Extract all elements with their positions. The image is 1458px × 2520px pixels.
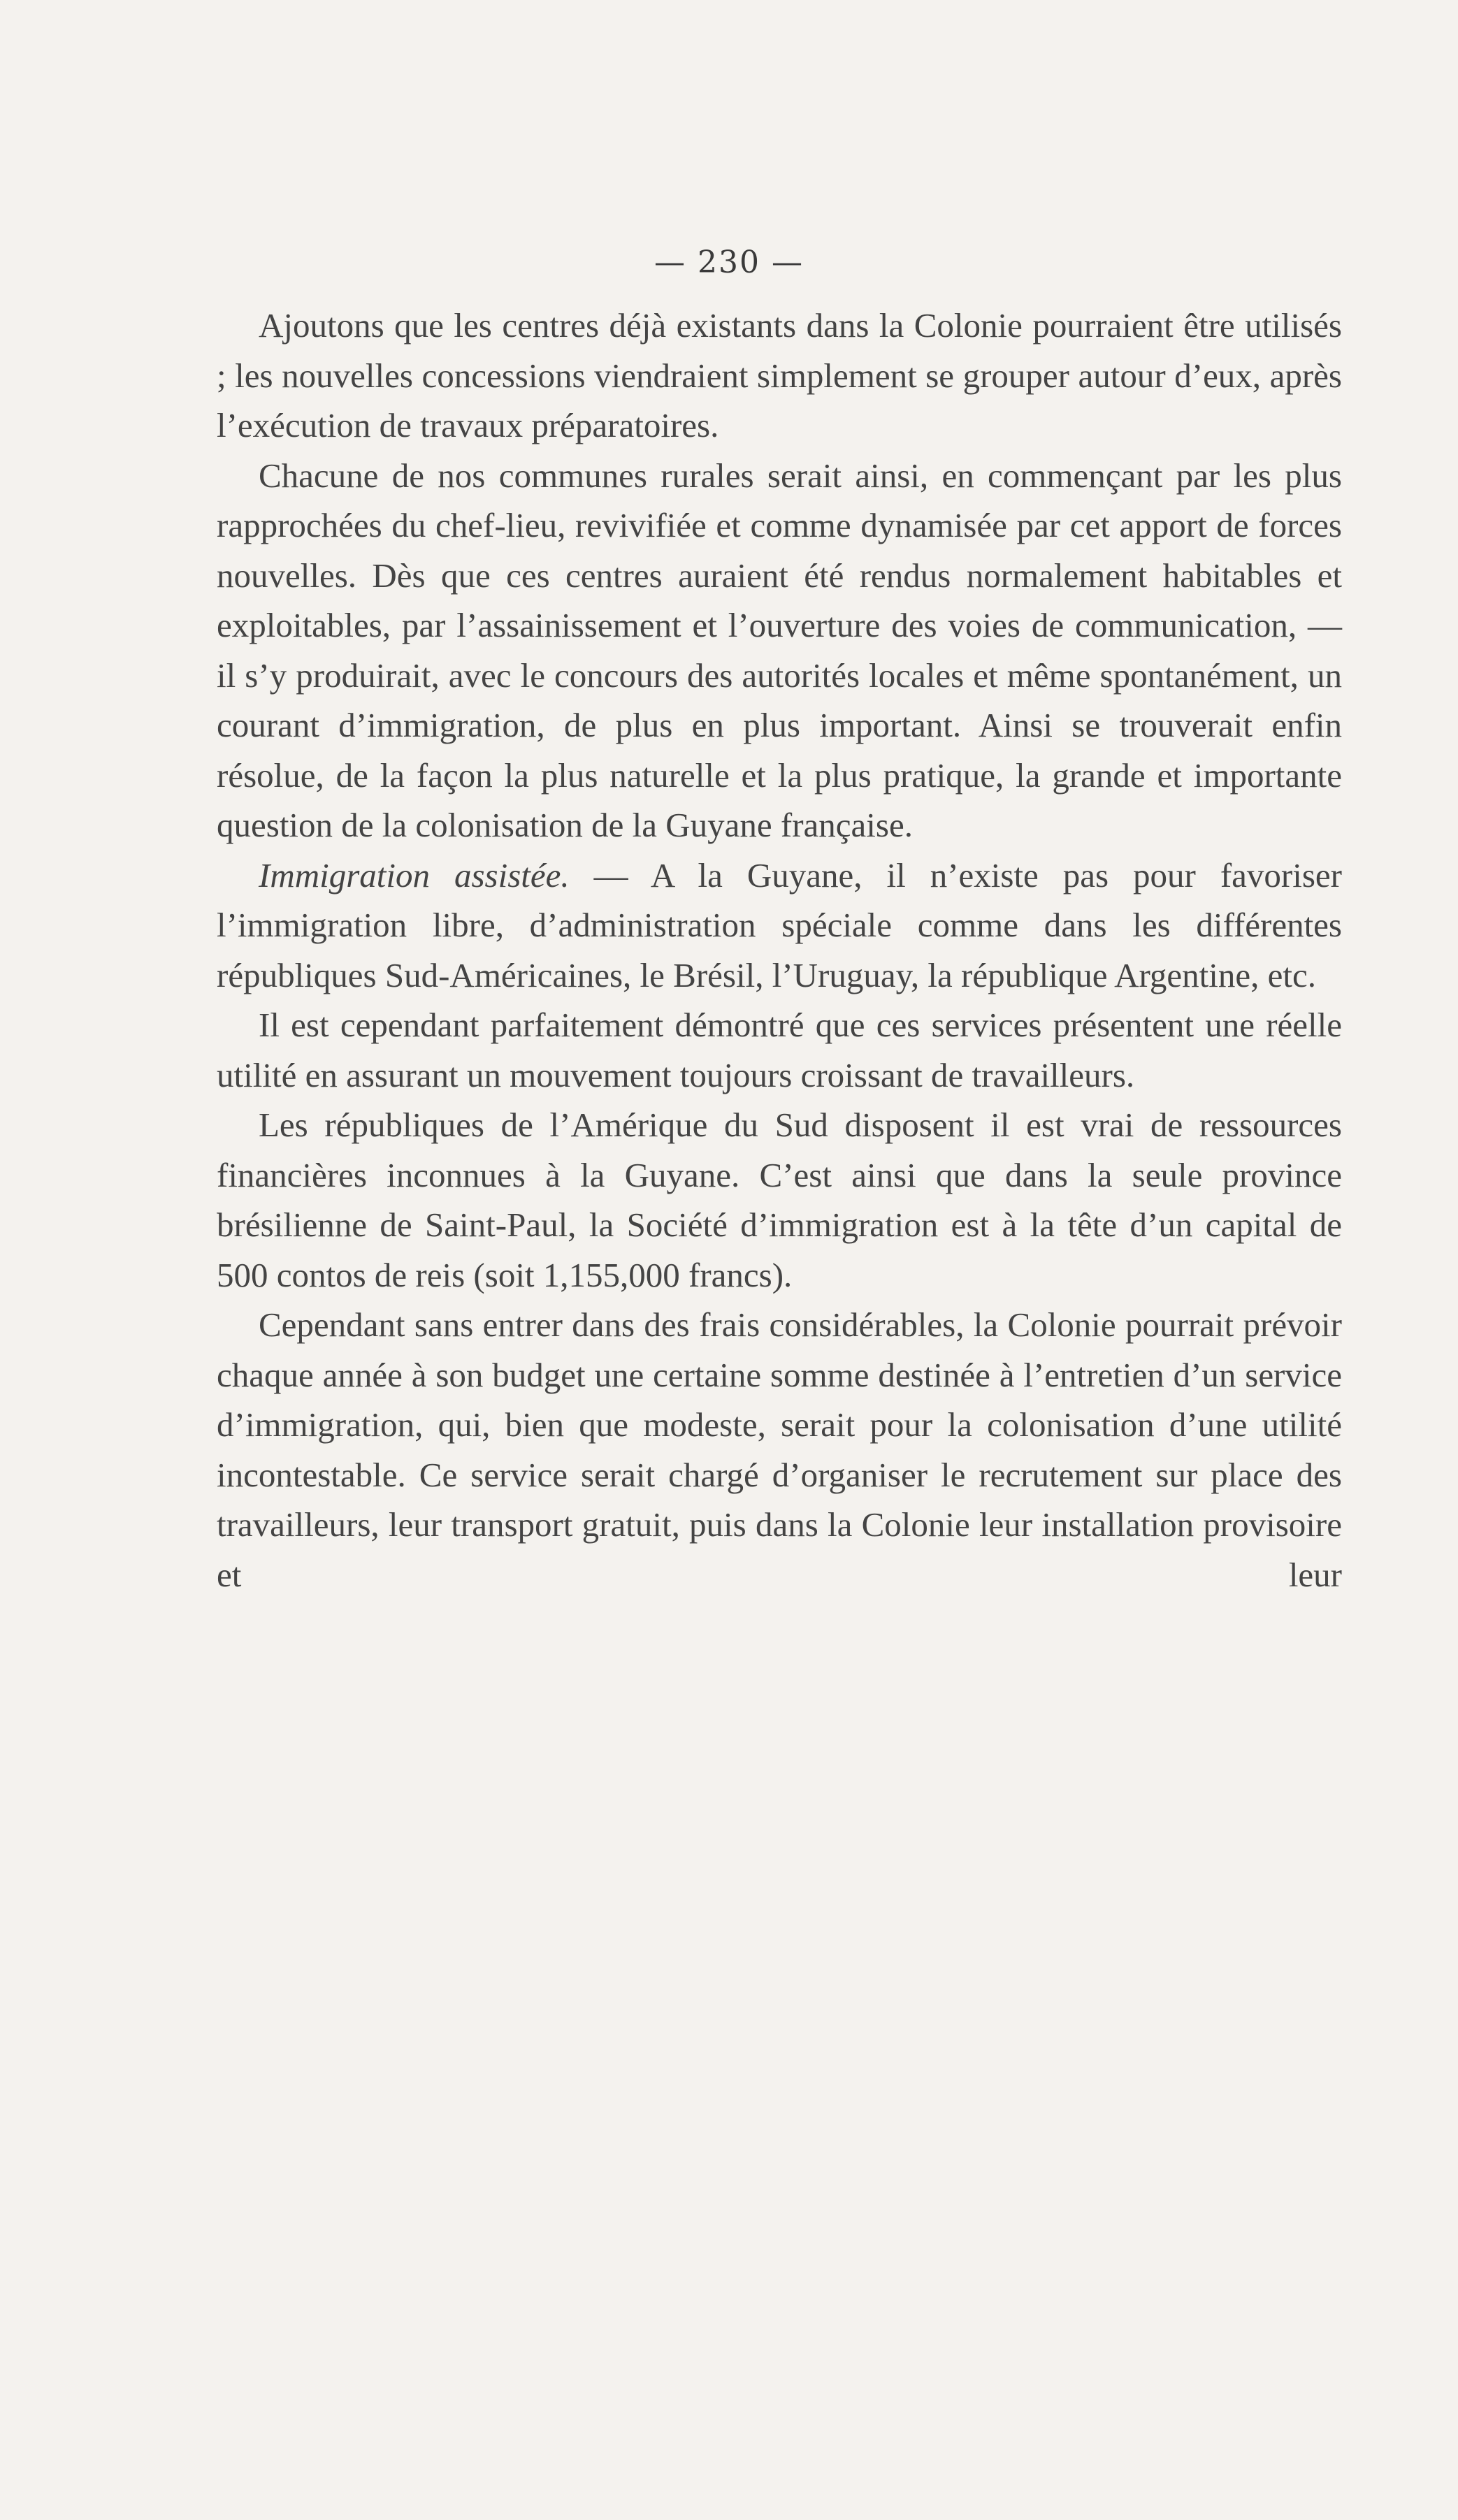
paragraph-3-text: — A la Guyane, il n’existe pas pour favoriser l’immigration libre, d’administration spéciale comme dans les différentes républiques Sud-Américaines, le Brésil, l’Uruguay, la république Argentine, etc. bbox=[217, 855, 1342, 994]
section-heading: Immigration assistée. bbox=[259, 855, 570, 895]
paragraph-3 bbox=[217, 850, 1342, 1001]
paragraph-4: Il est cependant parfaitement démontré que ces services présentent une réelle utilité en assurant un mouvement toujours croissant de travailleurs. bbox=[217, 1006, 1342, 1094]
body-text bbox=[217, 300, 1342, 1600]
page-number: — 230 — bbox=[654, 245, 804, 280]
paragraph-1: Ajoutons que les centres déjà existants dans la Colonie pourraient être utilisés ; les nouvelles concessions viendraient simplement se grouper autour d’eux, après l’exécution de travaux préparatoires. bbox=[217, 306, 1342, 444]
paragraph-6: Cependant sans entrer dans des frais considérables, la Colonie pourrait prévoir chaque année à son budget une certaine somme destinée à l’entretien d’un service d’immigration, qui, bien que modeste, serait pour la colonisation d’une utilité incontestable. Ce service serait chargé d’organiser le recrutement sur place des travailleurs, leur transport gratuit, puis dans la Colonie leur installation provisoire et leur bbox=[217, 1305, 1342, 1594]
paragraph-5: Les républiques de l’Amérique du Sud disposent il est vrai de ressources financières inconnues à la Guyane. C’est ainsi que dans la seule province brésilienne de Saint-Paul, la Société d’immigration est à la tête d’un capital de 500 contos de reis (soit 1,155,000 francs). bbox=[217, 1106, 1342, 1294]
paragraph-2: Chacune de nos communes rurales serait ainsi, en commençant par les plus rapprochées du chef-lieu, revivifiée et comme dynamisée par cet apport de forces nouvelles. Dès que ces centres auraient été rendus normalement habitables et exploitables, par l’assainissement et l’ouverture des voies de communication, — il s’y produirait, avec le concours des autorités locales et même spontanément, un courant d’immigration, de plus en plus important. Ainsi se trouverait enfin résolue, de la façon la plus naturelle et la plus pratique, la grande et importante question de la colonisation de la Guyane française. bbox=[217, 456, 1342, 844]
